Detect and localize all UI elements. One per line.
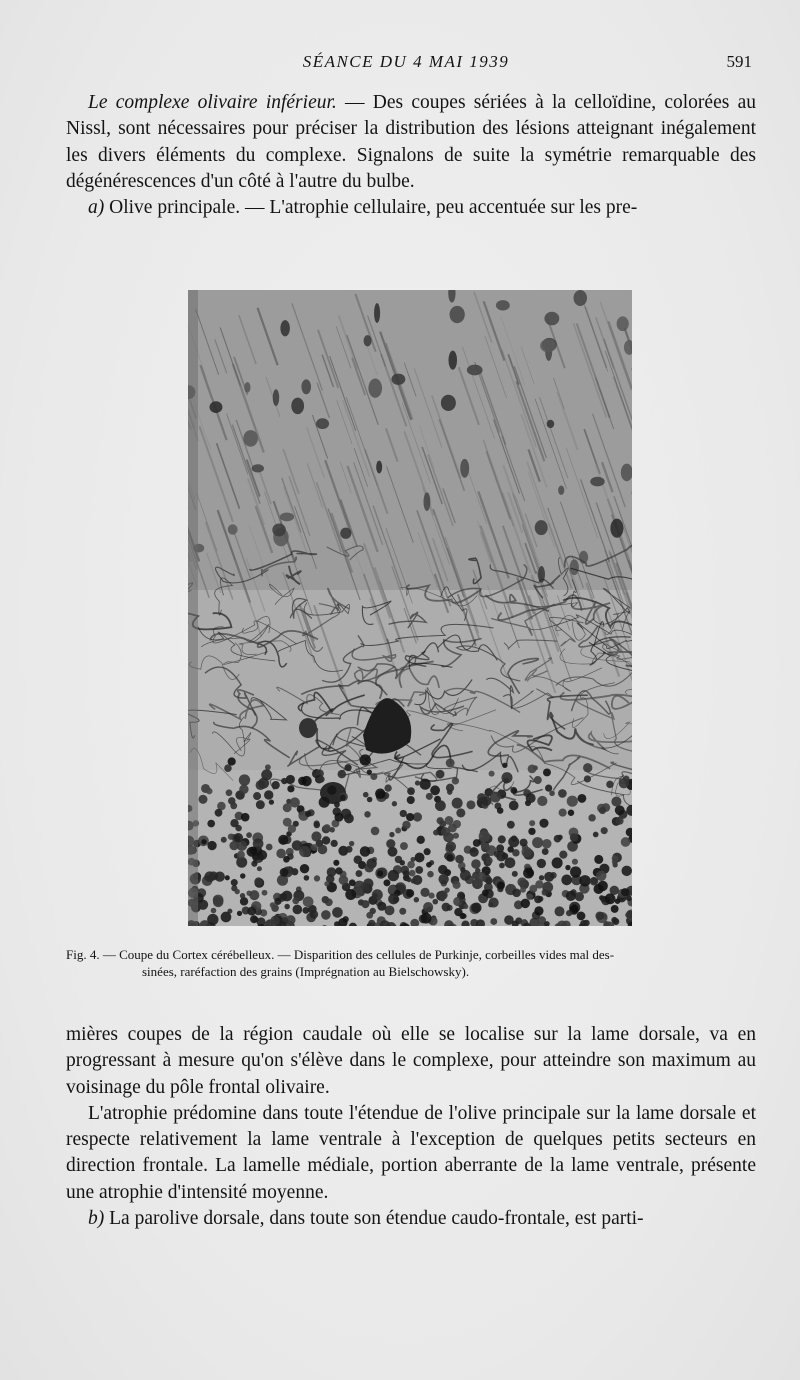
body-text-top xyxy=(66,90,756,221)
paragraph-text: mières coupes de la région caudale où elle se localise sur la lame dorsale, va en progressant à mesure qu'on s'élève dans le complexe, pour atteindre son maximum au voisinage du pôle frontal olivaire. xyxy=(66,1024,756,1098)
figure-label: Fig. 4. xyxy=(66,947,100,962)
running-head xyxy=(60,52,752,78)
page-number: 591 xyxy=(726,52,752,71)
paragraph-text: Olive principale. — L'atrophie cellulaire, peu accentuée sur les pre- xyxy=(104,197,638,219)
figure-caption xyxy=(66,946,756,980)
paragraph xyxy=(66,1101,756,1206)
paragraph-text: L'atrophie prédomine dans toute l'étendue de l'olive principale sur la lame dorsale et respecte relativement la lame ventrale à l'exception de quelques petits secteurs en direction frontale. La lamelle médiale, portion aberrante de la lame ventrale, présente une atrophie d'intensité moyenne. xyxy=(66,1102,756,1203)
caption-line-2: sinées, raréfaction des grains (Imprégnation au Bielschowsky). xyxy=(142,964,470,979)
list-marker: a) xyxy=(88,197,105,219)
paragraph xyxy=(66,195,756,221)
section-heading: Le complexe olivaire inférieur. xyxy=(88,92,337,113)
paragraph-text: — Des coupes sériées à la celloïdine, colorées au Nissl, sont nécessaires pour préciser la distribution des lésions atteignant inégalement les divers éléments du complexe. Signalons de suite la symétrie remarquable des dégénérescences d'un côté à l'autre du bulbe. xyxy=(66,92,756,192)
micrograph-figure xyxy=(188,290,632,926)
body-text-bottom xyxy=(66,1022,756,1232)
running-head-title: SÉANCE DU 4 MAI 1939 xyxy=(302,52,510,71)
micrograph-image xyxy=(188,290,632,926)
list-marker: b) xyxy=(88,1208,105,1230)
paragraph-text: La parolive dorsale, dans toute son étendue caudo-frontale, est parti- xyxy=(104,1208,644,1230)
paragraph xyxy=(66,90,756,195)
paragraph xyxy=(66,1206,756,1232)
paragraph xyxy=(66,1022,756,1101)
caption-line-1: — Coupe du Cortex cérébelleux. — Disparition des cellules de Purkinje, corbeilles vides mal des- xyxy=(99,947,615,962)
